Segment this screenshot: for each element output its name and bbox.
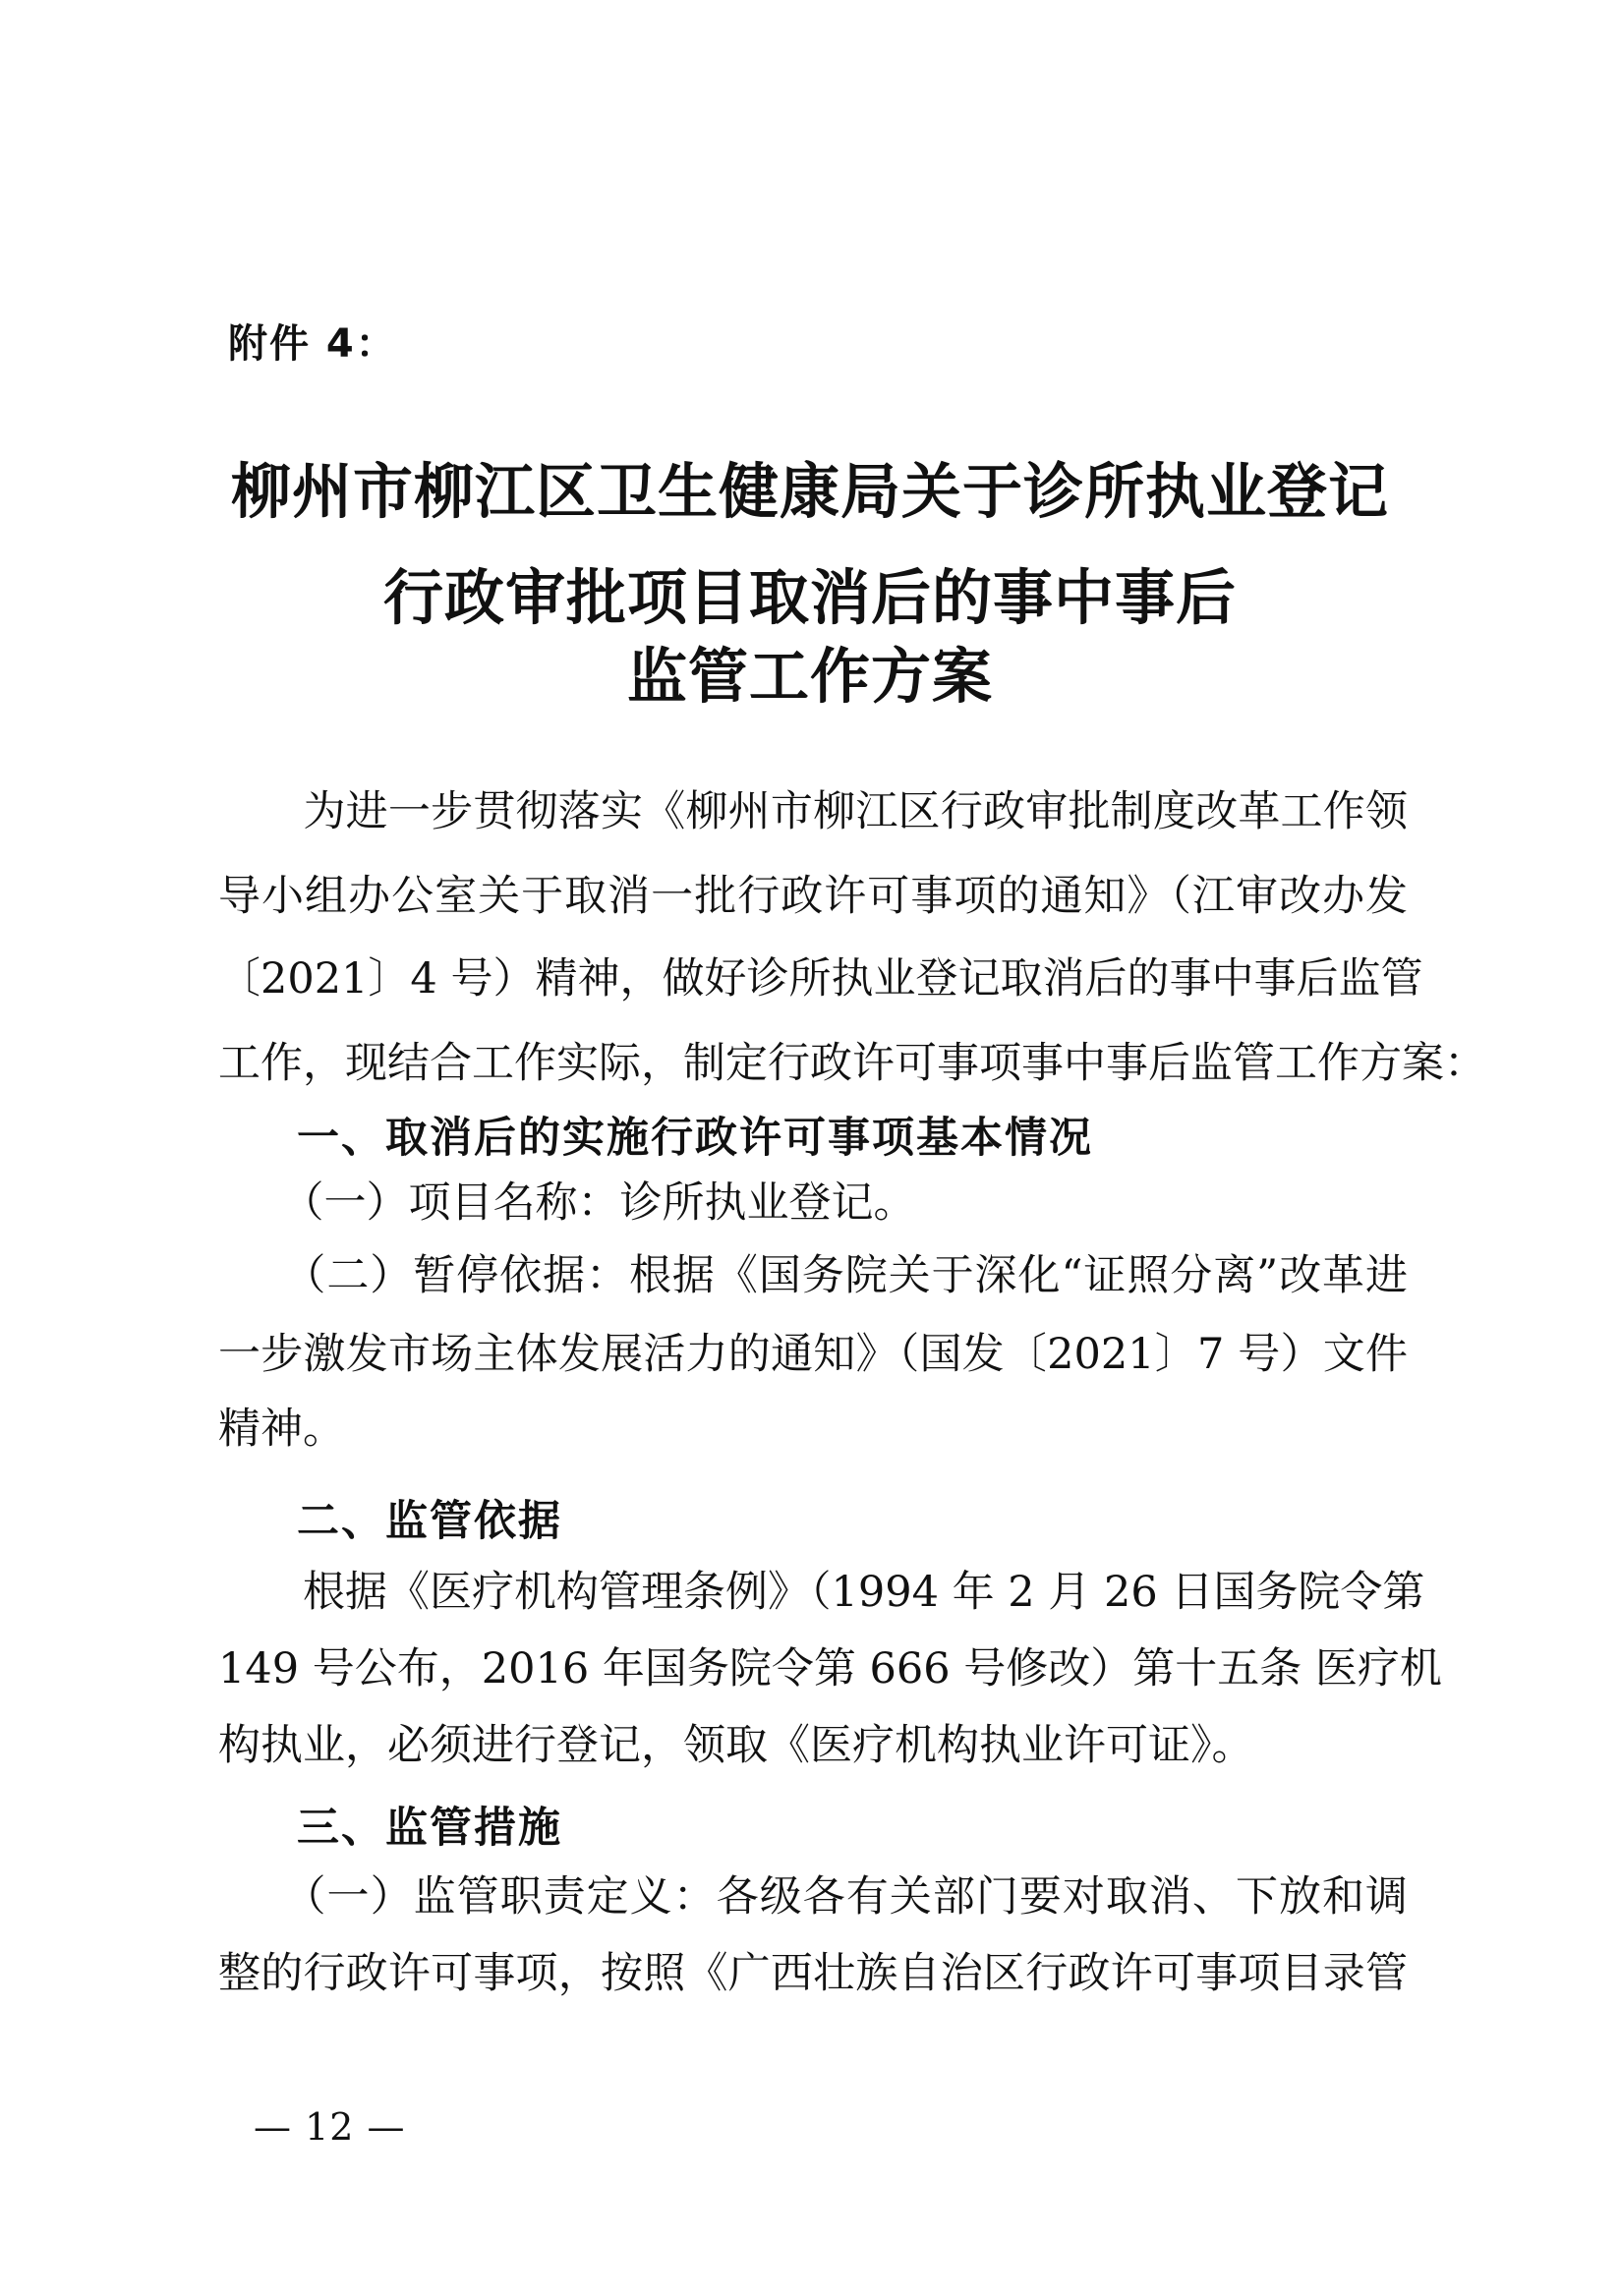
section-heading-3: 三、监管措施: [297, 1804, 562, 1853]
body-line: （一）监管职责定义：各级各有关部门要对取消、下放和调: [218, 1872, 1408, 1922]
attachment-label: 附件 4：: [228, 321, 397, 367]
body-line: 〔2021〕4 号）精神，做好诊所执业登记取消后的事中事后监管: [218, 954, 1423, 1004]
body-line: 工作，现结合工作实际，制定行政许可事项事中事后监管工作方案：: [218, 1039, 1486, 1088]
body-line: 149 号公布，2016 年国务院令第 666 号修改）第十五条 医疗机: [218, 1644, 1442, 1693]
section-heading-1: 一、取消后的实施行政许可事项基本情况: [297, 1114, 1093, 1163]
body-line: 导小组办公室关于取消一批行政许可事项的通知》（江审改办发: [218, 872, 1408, 921]
body-line: 精神。: [218, 1405, 345, 1454]
section-heading-2: 二、监管依据: [297, 1497, 562, 1546]
document-title-line-3: 监管工作方案: [626, 642, 993, 712]
page-number: — 12 —: [254, 2105, 406, 2149]
body-line: 根据《医疗机构管理条例》（1994 年 2 月 26 日国务院令第: [218, 1568, 1425, 1617]
body-line: 一步激发市场主体发展活力的通知》（国发〔2021〕7 号）文件: [218, 1330, 1408, 1379]
body-line: （二）暂停依据：根据《国务院关于深化“证照分离”改革进: [218, 1251, 1408, 1300]
body-line: （一）项目名称：诊所执业登记。: [218, 1178, 916, 1228]
body-line: 整的行政许可事项，按照《广西壮族自治区行政许可事项目录管: [218, 1949, 1408, 1998]
document-title-line-1: 柳州市柳江区卫生健康局关于诊所执业登记: [230, 457, 1389, 527]
body-line: 为进一步贯彻落实《柳州市柳江区行政审批制度改革工作领: [218, 787, 1408, 836]
body-line: 构执业，必须进行登记，领取《医疗机构执业许可证》。: [218, 1721, 1254, 1770]
document-title-line-2: 行政审批项目取消后的事中事后: [382, 563, 1237, 633]
